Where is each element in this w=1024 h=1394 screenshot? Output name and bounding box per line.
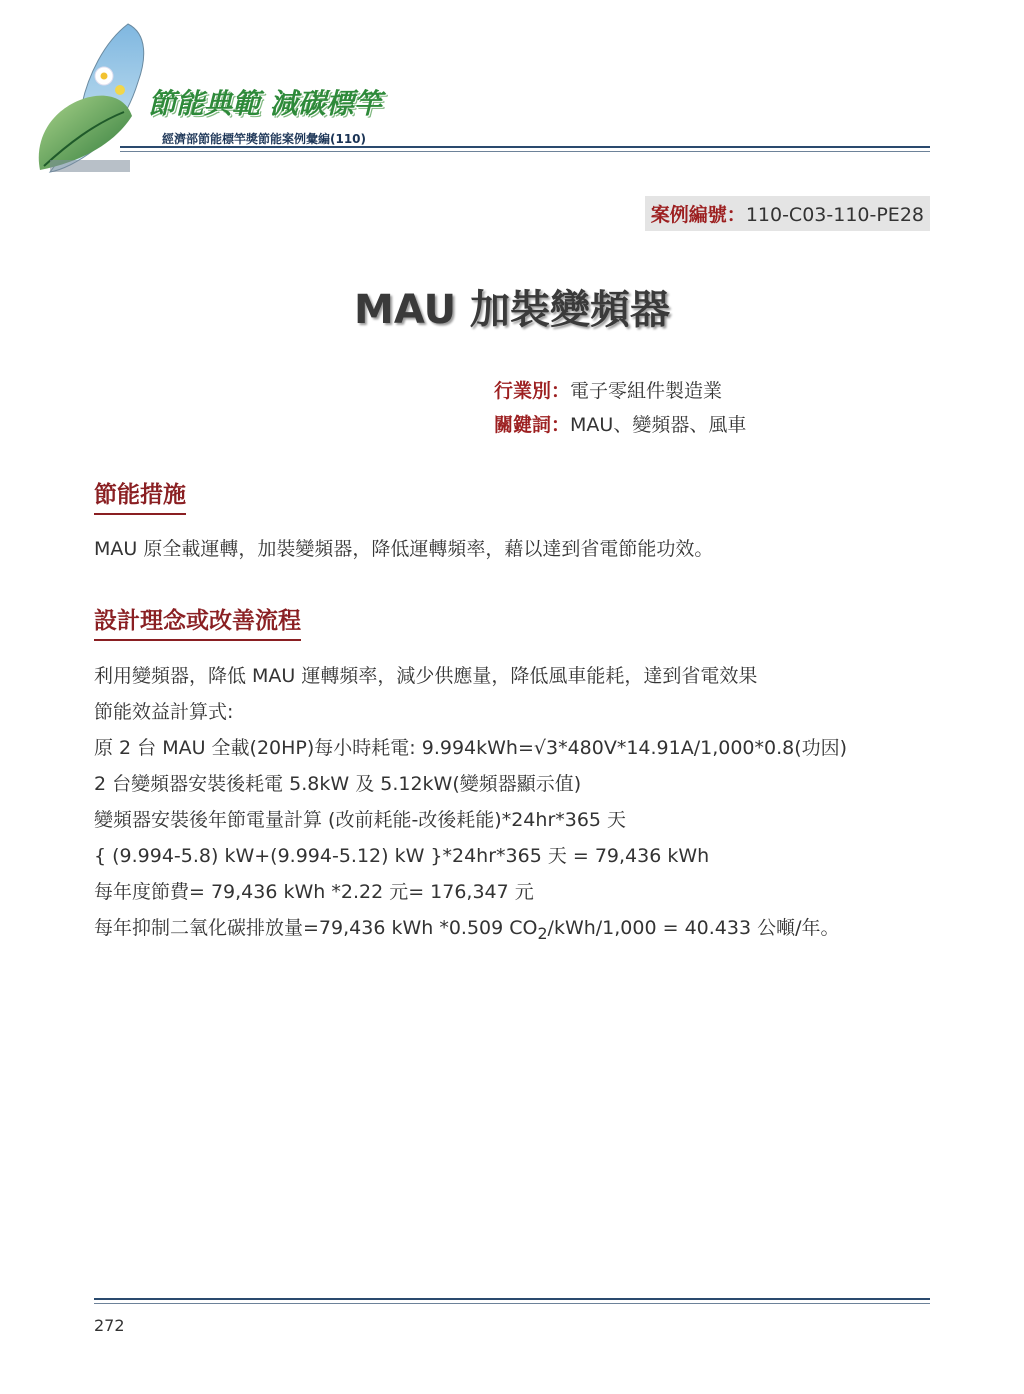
measures-heading: 節能措施 — [94, 476, 186, 515]
design-line: 節能效益計算式: — [94, 701, 234, 723]
co2-subscript: 2 — [537, 923, 548, 943]
keywords-row — [494, 408, 746, 442]
design-content — [94, 658, 944, 946]
header-rule-thick — [120, 146, 930, 148]
industry-label: 行業別： — [494, 380, 571, 402]
design-line: 變頻器安裝後年節電量計算 (改前耗能-改後耗能)*24hr*365 天 — [94, 809, 627, 831]
design-line: { (9.994-5.8) kW+(9.994-5.12) kW }*24hr*365 天 = 79,436 kWh — [94, 845, 710, 867]
keywords-label: 關鍵詞： — [494, 414, 571, 436]
design-line: 2 台變頻器安裝後耗電 5.8kW 及 5.12kW(變頻器顯示值) — [94, 773, 582, 795]
industry-value: 電子零組件製造業 — [570, 380, 723, 402]
industry-row — [494, 374, 746, 408]
logo-title: 節能典範 減碳標竿 — [148, 87, 382, 120]
case-number-label: 案例編號： — [650, 204, 746, 226]
logo-subtitle: 經濟部節能標竿獎節能案例彙編(110) — [162, 132, 367, 146]
case-number-badge — [645, 196, 930, 231]
keywords-value: MAU、變頻器、風車 — [570, 414, 747, 436]
design-heading: 設計理念或改善流程 — [94, 602, 301, 641]
footer-rule-thick — [94, 1298, 930, 1300]
co2-line — [94, 910, 944, 946]
case-number-value: 110-C03-110-PE28 — [745, 204, 924, 226]
header-rule-thin — [120, 151, 930, 152]
page-header — [0, 0, 1024, 190]
case-meta — [494, 374, 746, 442]
measures-text: MAU 原全載運轉，加裝變頻器，降低運轉頻率，藉以達到省電節能功效。 — [94, 538, 714, 560]
design-line: 原 2 台 MAU 全載(20HP)每小時耗電: 9.994kWh=√3*480V*14.91A/1,000*0.8(功因) — [94, 737, 848, 759]
design-line: 每年度節費= 79,436 kWh *2.22 元= 176,347 元 — [94, 881, 534, 903]
design-line: 利用變頻器，降低 MAU 運轉頻率，減少供應量，降低風車能耗，達到省電效果 — [94, 665, 758, 687]
co2-prefix: 每年抑制二氧化碳排放量=79,436 kWh *0.509 CO — [94, 917, 538, 939]
page-title: MAU 加裝變頻器 — [354, 287, 670, 333]
footer-rule-thin — [94, 1303, 930, 1304]
page-number: 272 — [94, 1316, 125, 1335]
co2-suffix: /kWh/1,000 = 40.433 公噸/年。 — [547, 917, 840, 939]
